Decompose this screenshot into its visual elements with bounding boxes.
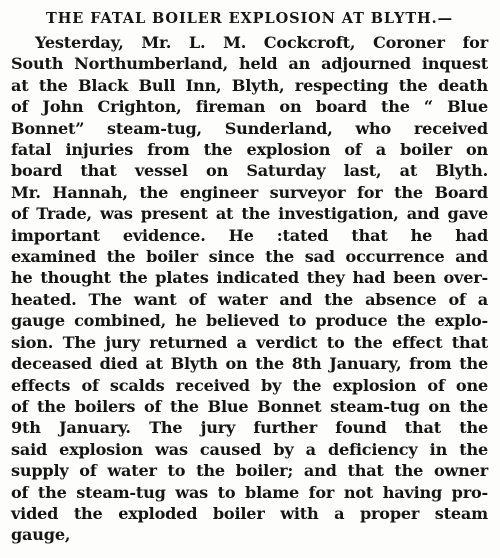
article-line: gauge, bbox=[11, 525, 71, 545]
article-line: examined the boiler since the sad occurrence and bbox=[11, 247, 488, 267]
article-line: of John Crighton, fireman on board the “ Blue bbox=[11, 97, 488, 117]
article-line: of the boilers of the Blue Bonnet steam-tug on the bbox=[11, 396, 488, 416]
article-line: fatal injuries from the explosion of a boiler on bbox=[11, 140, 488, 160]
article-line: of Trade, was present at the investigation, and gave bbox=[11, 204, 488, 224]
article-line: 9th January. The jury further found that the bbox=[11, 418, 488, 438]
article-line: effects of scalds received by the explosion of one bbox=[11, 375, 488, 395]
article-line: sion. The jury returned a verdict to the effect that bbox=[11, 332, 488, 352]
article-line: deceased died at Blyth on the 8th January, from the bbox=[11, 354, 488, 374]
article-line: at the Black Bull Inn, Blyth, respecting the death bbox=[11, 75, 488, 95]
article-line: South Northumberland, held an adjourned inquest bbox=[11, 54, 488, 74]
article-line: heated. The want of water and the absence of a bbox=[11, 289, 488, 309]
article-line: of the steam-tug was to blame for not having pro- bbox=[11, 482, 488, 502]
article-line: Yesterday, Mr. L. M. Cockcroft, Coroner for bbox=[35, 33, 488, 52]
article-line: vided the exploded boiler with a proper steam bbox=[11, 503, 488, 523]
article-body bbox=[11, 32, 488, 546]
article-headline: THE FATAL BOILER EXPLOSION AT BLYTH.— bbox=[46, 10, 453, 27]
article-line: important evidence. He :tated that he had bbox=[11, 225, 488, 245]
article-line: Mr. Hannah, the engineer surveyor for the Board bbox=[11, 182, 488, 202]
article-line: he thought the plates indicated they had been over- bbox=[11, 268, 488, 288]
article-line: supply of water to the boiler; and that the owner bbox=[11, 461, 488, 481]
article-line: board that vessel on Saturday last, at Blyth. bbox=[11, 161, 488, 181]
article-line: gauge combined, he believed to produce the explo- bbox=[11, 311, 488, 331]
article-line: Bonnet” steam-tug, Sunderland, who received bbox=[11, 118, 488, 138]
article-line: said explosion was caused by a deficiency in the bbox=[11, 439, 488, 459]
